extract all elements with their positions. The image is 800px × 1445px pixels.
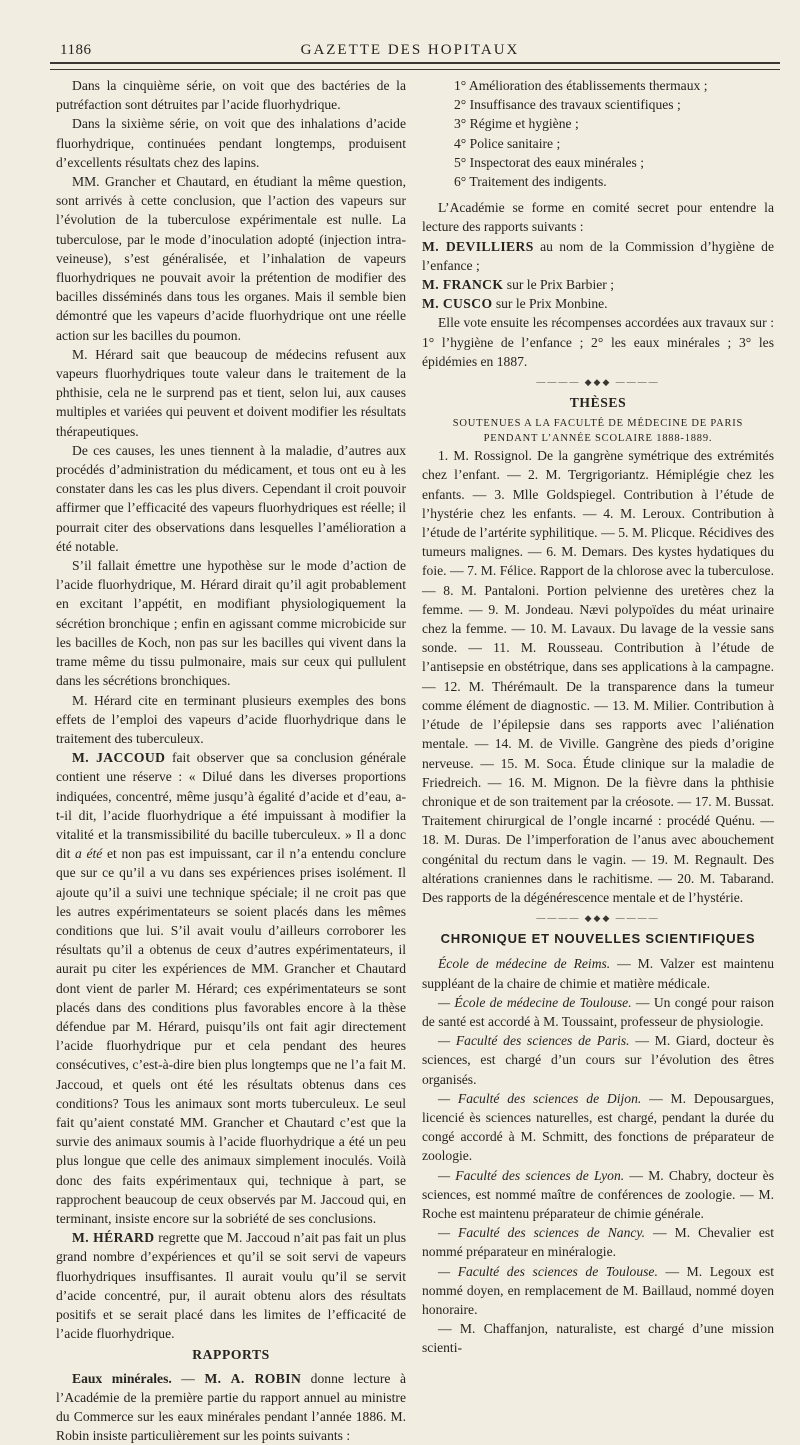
ornament-divider-icon: ———— ◆◆◆ ————: [536, 377, 660, 388]
theses-subheading: PENDANT L’ANNÉE SCOLAIRE 1888-1889.: [483, 433, 713, 445]
ornament-divider-icon: ———— ◆◆◆ ————: [536, 913, 660, 924]
paragraph: L’Académie se forme en comité secret pour entendre la lecture des rapports suivants :: [422, 200, 774, 235]
speaker-name: M. CUSCO: [422, 296, 493, 312]
list-item: 4° Police sanitaire ;: [454, 135, 561, 151]
news-item: École de médecine de Reims. — M. Valzer est maintenu suppléant de la chaire de chimie et matière médicale.: [422, 956, 774, 991]
speaker-name: M. DEVILLIERS: [422, 238, 534, 254]
news-item: — M. Chaffanjon, naturaliste, est chargé d’une mission scienti-: [422, 1321, 774, 1356]
paragraph: MM. Grancher et Chautard, en étudiant la même question, sont arrivés à cette conclusion, que l’action des vapeurs sur l’évolution de la tuberculose expérimentale est nulle. La tuberculose, par le mode d’inoculation adopté (injection intra-veineuse), s’est généralisée, et l’inhalation de vapeurs fluorhydriques ne pouvait avoir la prétention de modifier des bacilles disséminés dans tous les organes. Mais il semble bien démontré que les vapeurs d’acide fluorhydrique ont une réelle action sur les bacilles du poumon.: [56, 174, 406, 343]
report-line: M. CUSCO sur le Prix Monbine.: [422, 296, 608, 312]
list-item: 5° Inspectorat des eaux minérales ;: [454, 154, 645, 170]
journal-title: GAZETTE DES HOPITAUX: [300, 42, 520, 58]
paragraph: S’il fallait émettre une hypothèse sur le mode d’action de l’acide fluorhydrique, M. Hérard dirait qu’il agit probablement en excitant l’appétit, en modifiant physiologiquement la sécrétion bronchique ; enfin en agissant comme microbicide sur les bacilles de Koch, non pas sur les bacilles qui vivent dans la trame même du tissu pulmonaire, mais sur ceux qui pullulent dans les sécrétions bronchiques.: [56, 558, 406, 689]
paragraph: De ces causes, les unes tiennent à la maladie, d’autres aux procédés d’administration du médicament, et tous ont eu à les constater dans les cas les plus divers. Cependant il croit pouvoir affirmer que l’efficacité des vapeurs fluorhydriques est réelle; il pourrait citer des observations dans lesquelles l’amélioration a été notable.: [56, 442, 406, 554]
paragraph: M. Hérard cite en terminant plusieurs exemples des bons effets de l’emploi des vapeurs d’acide fluorhydrique dans le traitement des tuberculeux.: [56, 692, 406, 746]
news-item: — Faculté des sciences de Toulouse. — M. Legoux est nommé doyen, en remplacement de M. Baillaud, nommé doyen honoraire.: [422, 1263, 774, 1317]
speaker-name: M. JACCOUD: [72, 750, 166, 766]
report-line: M. DEVILLIERS au nom de la Commission d’hygiène de l’enfance ;: [422, 238, 774, 273]
news-item: — Faculté des sciences de Dijon. — M. Depousargues, licencié ès sciences naturelles, est chargé, pendant la durée du congé accordé à M. Schmitt, des fonctions de préparateur de zoologie.: [422, 1090, 775, 1164]
speaker-name: M. HÉRARD: [72, 1230, 155, 1246]
paragraph-jaccoud: M. JACCOUD fait observer que sa conclusion générale contient une réserve : « Dilué dans les diverses proportions indiquées, concentré, même jusqu’à égalité d’acide et d’eau, a-t-il dit, l’acide fluorhydrique a été impuissant à modifier la vitalité et la transmissibilité du bacille tuberculeux. » Il a donc dit a été et non pas est impuissant, car il n’a entendu conclure que sur ce qu’il a vu dans ses expériences prises isolément. Il ajoute qu’il a suivi une technique spéciale; il ne croit pas que les autres expérimentateurs se soient placés dans les mêmes conditions que lui. S’il avait voulu d’ailleurs corroborer les résultats qu’il a obtenus de ceux d’autres expérimentateurs, il aurait pu citer les expériences de MM. Grancher et Chautard dont vient de parler M. Hérard; ces expérimentateurs se sont placés dans des conditions plus favorables encore à la thèse défendue par M. Hérard, puisqu’ils ont fait agir directement l’acide fluorhydrique pur et cela pendant des heures consécutives, c’est-à-dire bien plus longtemps que ne l’a fait M. Jaccoud, et quels ont été les résultats obtenus dans ces conditions? Tous les animaux sont morts tuberculeux. Le seul fait qu’aient constaté MM. Grancher et Chautard c’est que la survie des animaux soumis à l’acide fluorhydrique a été un peu plus longue que celle des animaux simplement inoculés. Voilà donc des faits expérimentaux qui, technique à part, se rapprochent beaucoup de ceux observés par M. Jaccoud qui, en terminant, insiste encore sur la sobriété de ses conclusions.: [56, 750, 407, 1226]
news-item: — Faculté des sciences de Nancy. — M. Chevalier est nommé préparateur en minéralogie.: [422, 1225, 774, 1260]
paragraph: Dans la sixième série, on voit que des inhalations d’acide fluorhydrique, continuées pendant longtemps, produisent d’excellents résultats chez des lapins.: [56, 116, 406, 170]
list-item: 2° Insuffisance des travaux scientifiques ;: [454, 97, 681, 113]
left-column: [56, 76, 407, 1444]
page-header: [50, 42, 770, 60]
paragraph: Elle vote ensuite les récompenses accordées aux travaux sur : 1° l’hygiène de l’enfance ; 2° les eaux minérales ; 3° les épidémies en 1887.: [422, 315, 774, 369]
list-item: 1° Amélioration des établissements thermaux ;: [454, 78, 708, 93]
news-item: — École de médecine de Toulouse. — Un congé pour raison de santé est accordé à M. Toussaint, professeur de physiologie.: [422, 994, 774, 1029]
page-number: 1186: [60, 42, 92, 58]
speaker-name: M. FRANCK: [422, 277, 504, 293]
right-column: [422, 76, 775, 1356]
news-item: — Faculté des sciences de Paris. — M. Giard, docteur ès sciences, est chargé d’un cours sur l’évolution des êtres organisés.: [422, 1033, 774, 1087]
subsection-lead: Eaux minérales.: [72, 1370, 172, 1386]
section-heading-chronique: CHRONIQUE ET NOUVELLES SCIENTIFIQUES: [440, 931, 756, 947]
section-heading-rapports: RAPPORTS: [192, 1347, 270, 1363]
list-item: 3° Régime et hygiène ;: [454, 116, 579, 132]
section-heading-theses: THÈSES: [569, 395, 627, 411]
list-item: 6° Traitement des indigents.: [454, 174, 607, 190]
theses-list: 1. M. Rossignol. De la gangrène symétrique des extrémités chez l’enfant. — 2. M. Tergrigoriantz. Hémiplégie chez les enfants. — 3. Mlle Goldspiegel. Contribution à l’étude de l’hystérie chez les enfants. — 4. M. Leroux. Contribution à l’étude de l’artérite syphilitique. — 5. M. Plicque. Récidives des tumeurs malignes. — 6. M. Demars. Des kystes hydatiques du foie. — 7. M. Félice. Rapport de la chlorose avec la tuberculose. — 8. M. Pantaloni. Portion pelvienne des uretères chez la femme. — 9. M. Jondeau. Nævi polypoïdes du méat urinaire chez la femme. — 10. M. Lavaux. Du lavage de la vessie sans sonde. — 11. M. Rousseau. Contribution à l’étude de l’antisepsie en obstétrique, dans ses applications à la campagne. — 12. M. Thérémault. De la transparence dans la tumeur comme élément de diagnostic. — 13. M. Milier. Contribution à l’étude de l’épilepsie dans ses rapports avec l’aliénation mentale. — 14. M. de Viville. Gangrène des pieds d’origine nerveuse. — 15. M. Soca. Étude clinique sur la maladie de Friedreich. — 16. M. Mignon. De la fièvre dans la phthisie chronique et de son traitement par la créosote. — 17. M. Bussat. Traitement chirurgical de l’ongle incarné : procédé Quénu. — 18. M. Duras. De l’imperforation de l’anus avec abouchement congénital du rectum dans le vagin. — 19. M. Regnault. Des altérations craniennes dans le rachitisme. — 20. M. Tabarand. Des rapports de la dégénérescence mentale et de l’hystérie.: [422, 448, 774, 905]
paragraph: M. Hérard sait que beaucoup de médecins refusent aux vapeurs fluorhydriques toute valeur dans le traitement de la phthisie, cela ne le surprend pas et tient, selon lui, aux causes multiples et variées qui peuvent et doivent modifier les résultats thérapeutiques.: [56, 346, 406, 439]
news-item: — Faculté des sciences de Lyon. — M. Chabry, docteur ès sciences, est nommé maître de conférences de zoologie. — M. Roche est maintenu préparateur de chimie générale.: [422, 1167, 774, 1221]
report-line: M. FRANCK sur le Prix Barbier ;: [422, 277, 614, 293]
speaker-name: M. A. ROBIN: [204, 1370, 302, 1386]
header-rule: [50, 62, 780, 70]
theses-subheading: SOUTENUES A LA FACULTÉ DE MÉDECINE DE PARIS: [452, 418, 744, 430]
paragraph-herard: M. HÉRARD regrette que M. Jaccoud n’ait pas fait un plus grand nombre d’expériences et qu’il se soit servi de vapeurs fluorhydriques insuffisantes. Il aurait voulu qu’il se servit d’acide concentré, pur, il aurait obtenu alors des résultats positifs et se serait placé dans les limites de l’efficacité de l’acide fluorhydrique.: [56, 1230, 406, 1342]
paragraph-eaux: Eaux minérales. — M. A. ROBIN donne lecture à l’Académie de la première partie du rapport annuel au ministre du Commerce sur les eaux minérales pendant l’année 1886. M. Robin insiste particulièrement sur les points suivants :: [56, 1370, 406, 1444]
paragraph: Dans la cinquième série, on voit que des bactéries de la putréfaction sont détruites par l’acide fluorhydrique.: [56, 78, 406, 113]
